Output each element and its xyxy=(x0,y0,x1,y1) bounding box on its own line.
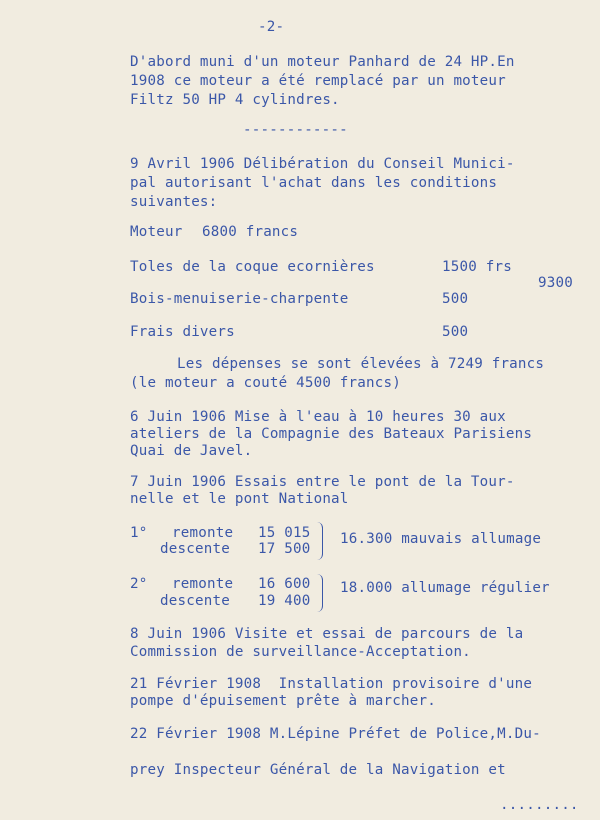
run-number: 1° xyxy=(130,525,148,541)
run-down-label: descente xyxy=(160,541,230,557)
continuation-dots: ......... xyxy=(500,797,579,813)
run-down-label: descente xyxy=(160,593,230,609)
cost-item-label: Bois-menuiserie-charpente xyxy=(130,291,349,307)
cost-moteur-value: 6800 francs xyxy=(202,224,299,240)
run-number: 2° xyxy=(130,576,148,592)
deliberation-line-3: suivantes: xyxy=(130,194,218,210)
run-up-label: remonte xyxy=(172,576,234,592)
separator-line: ------------ xyxy=(243,122,348,138)
cost-item-value: 500 xyxy=(442,324,469,340)
visite-line-2: Commission de surveillance-Acceptation. xyxy=(130,644,471,660)
run-up-value: 16 600 xyxy=(258,576,311,592)
run-brace xyxy=(316,522,323,560)
depenses-line-1: Les dépenses se sont élevées à 7249 francs xyxy=(177,356,545,372)
run-up-label: remonte xyxy=(172,525,234,541)
deliberation-line-2: pal autorisant l'achat dans les conditions xyxy=(130,175,498,191)
cost-item-label: Frais divers xyxy=(130,324,235,340)
mise-a-leau-line-3: Quai de Javel. xyxy=(130,443,253,459)
cost-item-value: 500 xyxy=(442,291,469,307)
run-down-value: 19 400 xyxy=(258,593,311,609)
visite-line-1: 8 Juin 1906 Visite et essai de parcours de la xyxy=(130,626,524,642)
cost-item-label: Toles de la coque ecornières xyxy=(130,259,375,275)
installation-line-2: pompe d'épuisement prête à marcher. xyxy=(130,693,436,709)
run-up-value: 15 015 xyxy=(258,525,311,541)
mise-a-leau-line-1: 6 Juin 1906 Mise à l'eau à 10 heures 30 aux xyxy=(130,409,506,425)
essais-line-1: 7 Juin 1906 Essais entre le pont de la Tour- xyxy=(130,474,515,490)
run-result: 16.300 mauvais allumage xyxy=(340,531,542,547)
intro-line-2: 1908 ce moteur a été remplacé par un moteur xyxy=(130,73,506,89)
run-result: 18.000 allumage régulier xyxy=(340,580,550,596)
run-brace xyxy=(316,574,323,612)
page-number: -2- xyxy=(258,19,285,35)
intro-line-3: Filtz 50 HP 4 cylindres. xyxy=(130,92,340,108)
cost-moteur-label: Moteur xyxy=(130,224,183,240)
cost-item-value: 1500 frs xyxy=(442,259,512,275)
cost-total: 9300 xyxy=(538,275,573,291)
lepine-line-2: prey Inspecteur Général de la Navigation et xyxy=(130,762,506,778)
installation-line-1: 21 Février 1908 Installation provisoire d'une xyxy=(130,676,533,692)
mise-a-leau-line-2: ateliers de la Compagnie des Bateaux Parisiens xyxy=(130,426,533,442)
depenses-line-2: (le moteur a couté 4500 francs) xyxy=(130,375,401,391)
deliberation-line-1: 9 Avril 1906 Délibération du Conseil Munici- xyxy=(130,156,515,172)
run-down-value: 17 500 xyxy=(258,541,311,557)
essais-line-2: nelle et le pont National xyxy=(130,491,349,507)
lepine-line-1: 22 Février 1908 M.Lépine Préfet de Police,M.Du- xyxy=(130,726,541,742)
intro-line-1: D'abord muni d'un moteur Panhard de 24 HP.En xyxy=(130,54,515,70)
